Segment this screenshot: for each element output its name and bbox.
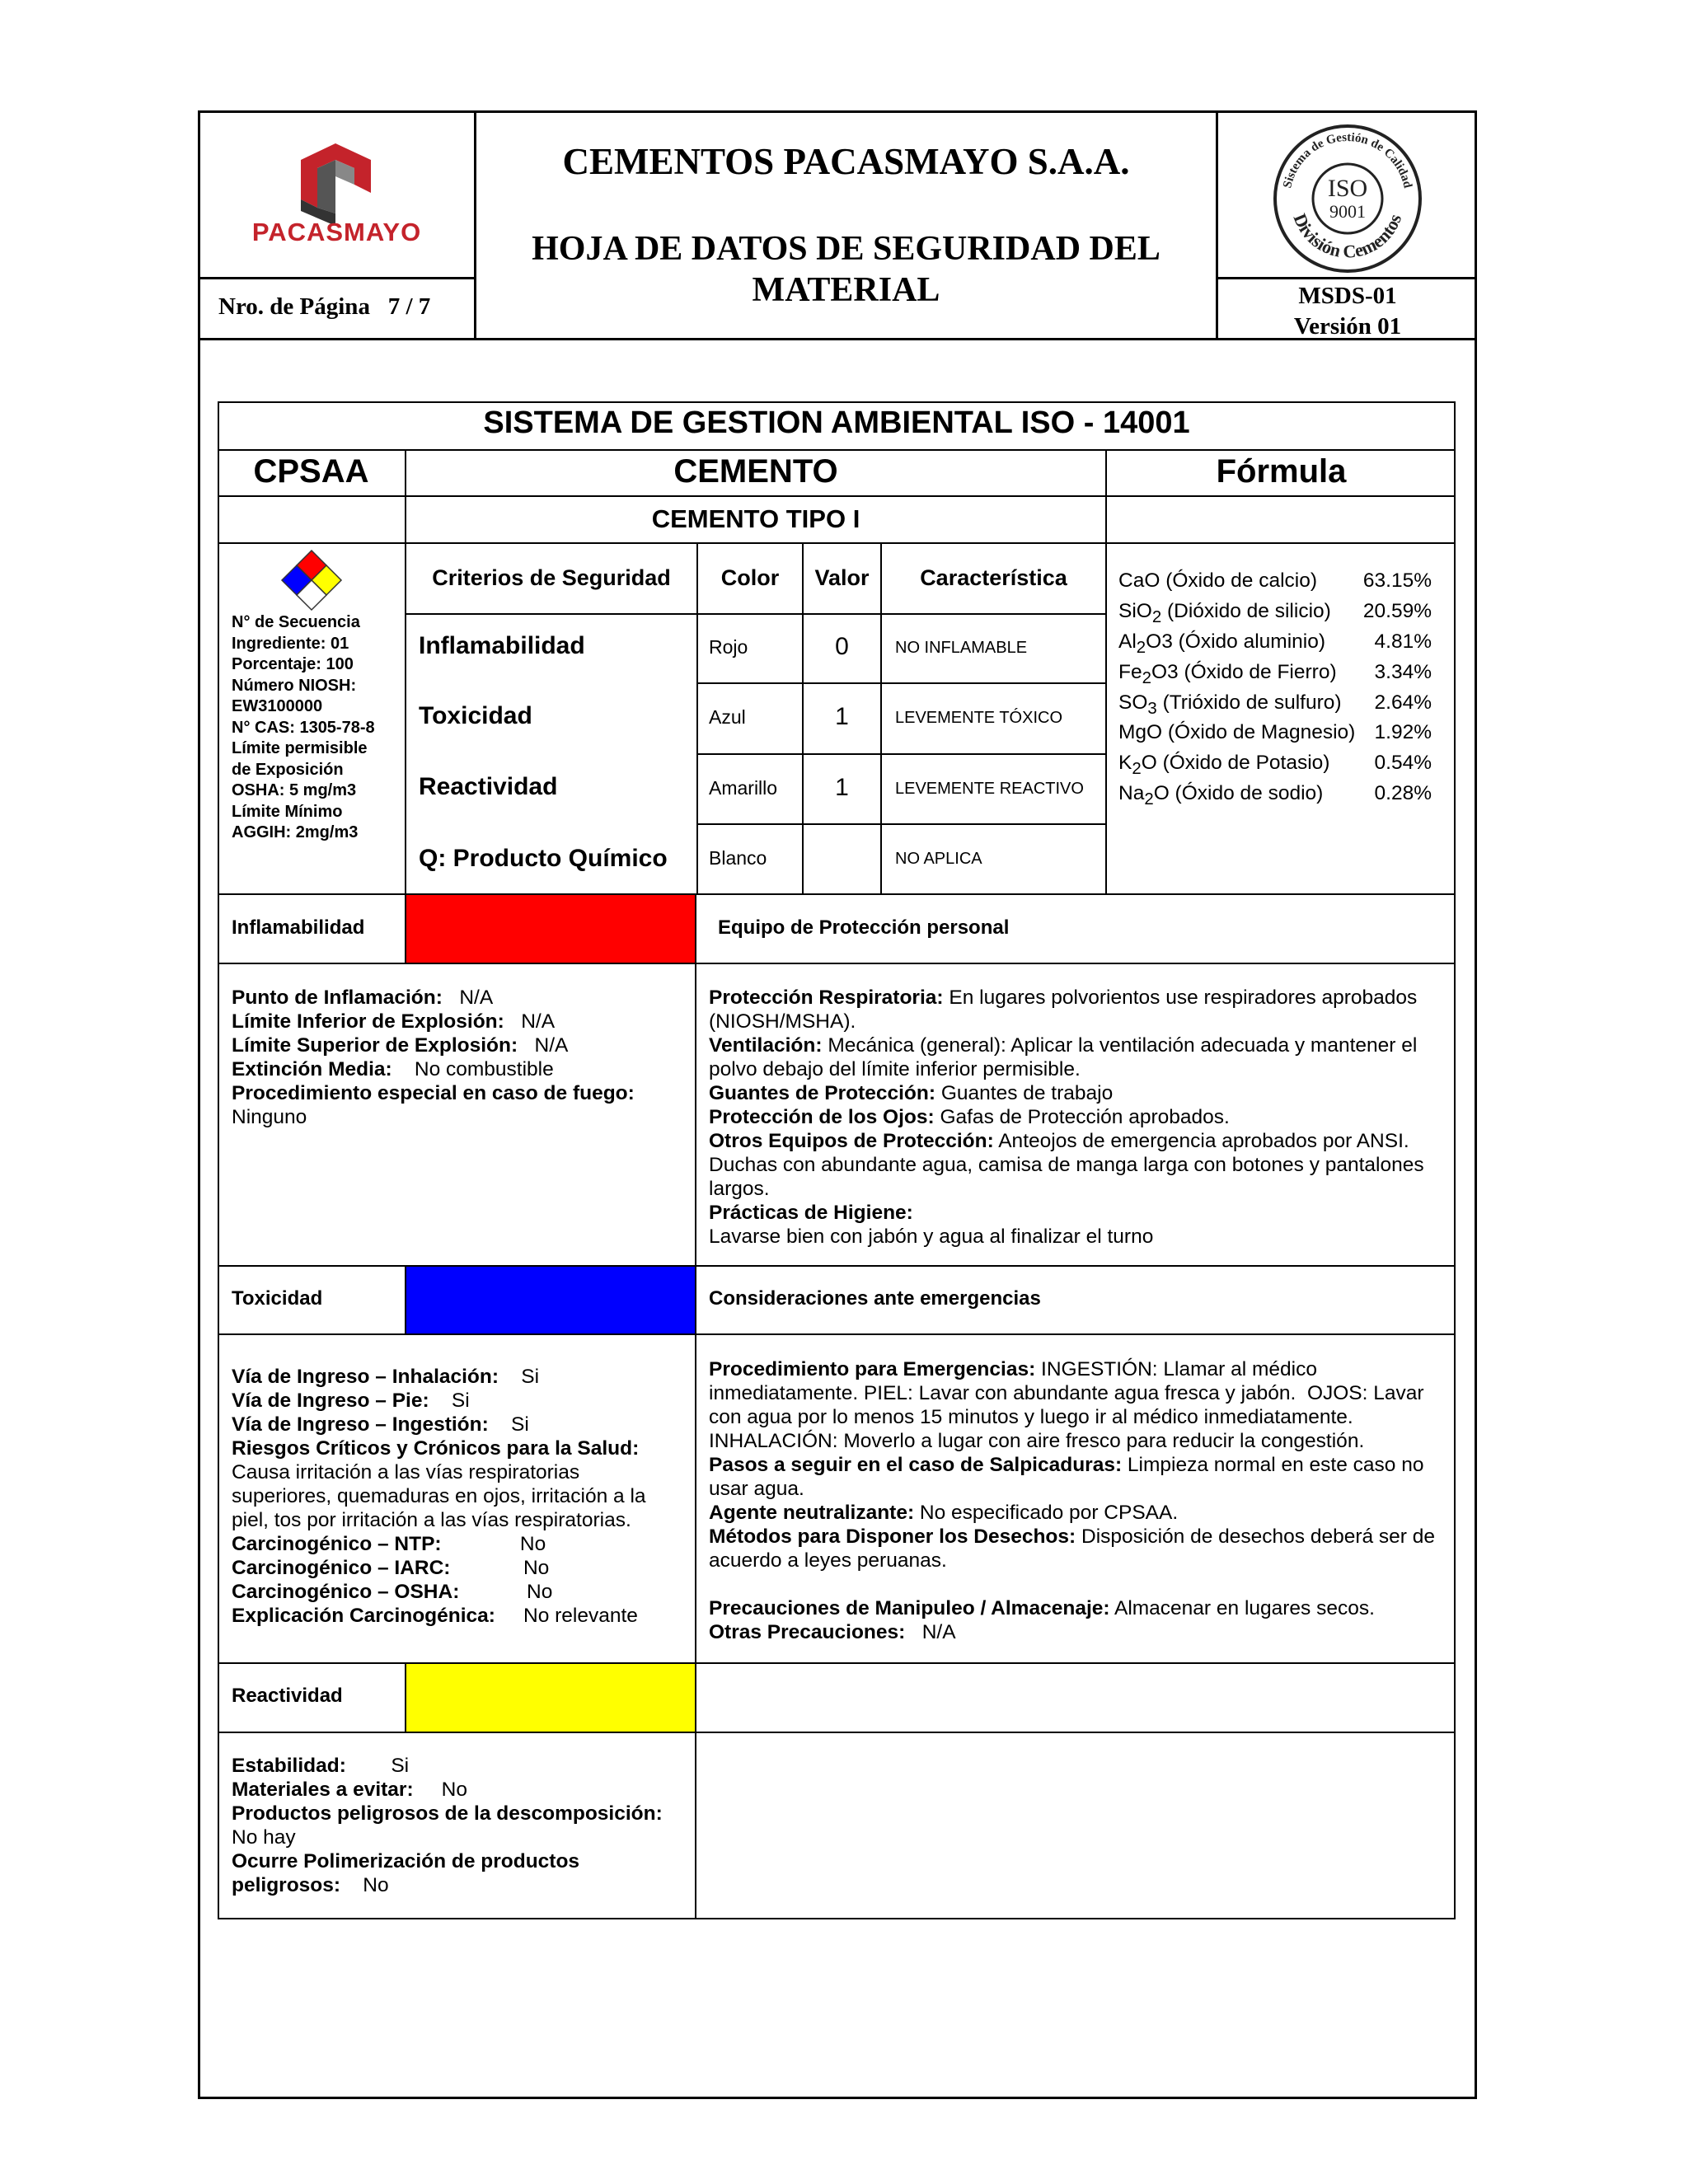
detail-line-text: Guantes de trabajo: [935, 1082, 1114, 1104]
detail-line: [232, 1460, 685, 1532]
table-line: [218, 1265, 1456, 1267]
criteria-toxicity: Toxicidad: [419, 702, 532, 729]
table-vline: [695, 893, 696, 1919]
detail-line: [709, 1225, 1447, 1249]
detail-line-text: No: [459, 1581, 553, 1603]
ingredient-line: EW3100000: [232, 697, 323, 715]
ingredient-info: [232, 612, 405, 844]
detail-line: [232, 1802, 685, 1825]
ingredient-line: N° de Secuencia: [232, 613, 360, 631]
color-red-text: Rojo: [709, 636, 748, 658]
column-formula: Fórmula: [1216, 453, 1347, 490]
hazard-diamond-icon: [279, 547, 345, 613]
table-line: [696, 682, 1107, 684]
pacasmayo-logo-icon: [198, 110, 476, 277]
formula-item: $SO_3$ (Trióxido de sulfuro) 2.64%: [1118, 691, 1432, 718]
detail-line-text: No hay: [232, 1826, 296, 1849]
table-line: [218, 1333, 1456, 1335]
formula-item: $K_2O$ (Óxido de Potasio) 0.54%: [1118, 752, 1432, 779]
ingredient-line: Porcentaje: 100: [232, 655, 354, 673]
detail-line: [232, 1532, 685, 1556]
logo-text: PACASMAYO: [251, 218, 422, 246]
seal-iso-text: ISO: [1327, 175, 1368, 202]
detail-line-label: Explicación Carcinogénica:: [232, 1605, 495, 1627]
detail-line-label: Agente neutralizante:: [709, 1502, 915, 1524]
table-vline: [696, 542, 698, 895]
column-cemento: CEMENTO: [673, 453, 838, 490]
system-title: SISTEMA DE GESTION AMBIENTAL ISO - 14001: [483, 405, 1190, 440]
detail-line-text: No combustible: [392, 1058, 554, 1080]
company-name: CEMENTOS PACASMAYO S.A.A.: [562, 141, 1130, 182]
ingredient-line: Límite permisible: [232, 739, 368, 757]
detail-line-text: Limpieza normal en este caso no usar agua.: [709, 1454, 1430, 1500]
formula-item: $Al_2O3$ (Óxido aluminio) 4.81%: [1118, 630, 1432, 657]
detail-line-text: N/A: [442, 987, 494, 1009]
detail-line: [709, 1620, 1447, 1644]
detail-line-label: Protección Respiratoria:: [709, 987, 944, 1009]
detail-line-text: Anteojos de emergencia aprobados por ANSI. Duchas con abundante agua, camisa de manga larga con botones y pantalones largos.: [709, 1130, 1430, 1200]
detail-line: [232, 986, 685, 1010]
detail-line: [232, 1057, 685, 1081]
characteristic-reactivity: LEVEMENTE REACTIVO: [895, 780, 1084, 798]
detail-line-text: INGESTIÓN: Llamar al médico inmediatamente. PIEL: Lavar con abundante agua fresca y jabón. OJOS: Lavar con agua por lo menos 15 minutos y luego ir al médico inmediatamente. INHALACIÓN: Moverlo a lugar con aire fresco para reducir la congestión.: [709, 1358, 1430, 1452]
detail-line-text: Causa irritación a las vías respiratorias superiores, quemaduras en ojos, irritación a la piel, tos por irritación a las vías respiratorias.: [232, 1461, 652, 1531]
doc-version: Versión 01: [1293, 313, 1402, 340]
detail-line: [709, 1357, 1447, 1453]
value-reactivity: 1: [835, 774, 849, 801]
detail-line-label: Protección de los Ojos:: [709, 1106, 935, 1128]
header-criteria: Criterios de Seguridad: [432, 565, 671, 590]
table-line: [218, 963, 1456, 964]
header-right-split: [1216, 277, 1477, 279]
detail-line-label: Extinción Media:: [232, 1058, 392, 1080]
detail-line: [709, 1525, 1447, 1572]
detail-line-label: Límite Superior de Explosión:: [232, 1034, 518, 1057]
flammability-label: Inflamabilidad: [232, 916, 365, 939]
detail-line: [232, 1825, 685, 1849]
emergency-details: [709, 1357, 1447, 1644]
document-code: [1218, 281, 1477, 342]
value-flammability: 0: [835, 633, 849, 660]
reactivity-label: Reactividad: [232, 1685, 343, 1707]
color-blue-text: Azul: [709, 706, 746, 728]
toxicity-label: Toxicidad: [232, 1287, 323, 1310]
detail-line-text: Si: [345, 1755, 410, 1777]
header-characteristic: Característica: [920, 565, 1067, 590]
formula-item: $Na_2O$ (Óxido de sodio) 0.28%: [1118, 782, 1432, 809]
header-color: Color: [720, 565, 780, 590]
detail-line-text: N/A: [905, 1621, 956, 1643]
detail-line-text: Mecánica (general): Aplicar la ventilación adecuada y mantener el polvo debajo del límite inferior permisible.: [709, 1034, 1423, 1080]
detail-line: [709, 986, 1447, 1033]
formula-item: SiO$_2$ (Dióxido de silicio) 20.59%: [1118, 599, 1432, 626]
value-toxicity: 1: [835, 703, 849, 730]
ppe-label: Equipo de Protección personal: [718, 916, 1010, 939]
nfpa-diamond: [279, 547, 345, 613]
ingredient-line: N° CAS: 1305-78-8: [232, 718, 375, 737]
detail-line-label: Carcinogénico – IARC:: [232, 1557, 451, 1579]
column-cpsaa: CPSAA: [253, 453, 369, 490]
detail-line-text: Ninguno: [232, 1106, 307, 1128]
detail-line: [232, 1413, 685, 1436]
detail-line-label: Ocurre Polimerización de productos peligrosos:: [232, 1850, 585, 1896]
detail-line: [232, 1436, 685, 1460]
detail-line: [232, 1604, 685, 1628]
detail-line-label: Prácticas de Higiene:: [709, 1202, 913, 1224]
detail-line-text: En lugares polvorientos use respiradores aprobados (NIOSH/MSHA).: [709, 987, 1423, 1033]
table-line: [696, 823, 1107, 825]
detail-line: [709, 1201, 1447, 1225]
iso-9001-seal: [1269, 120, 1426, 277]
criteria-flammability: Inflamabilidad: [419, 632, 585, 659]
header-left-split: [198, 277, 476, 279]
detail-line-label: Estabilidad:: [232, 1755, 346, 1777]
detail-line-label: Punto de Inflamación:: [232, 987, 443, 1009]
color-white-text: Blanco: [709, 847, 767, 869]
detail-line-text: No: [441, 1533, 546, 1555]
characteristic-chemical: NO APLICA: [895, 850, 982, 868]
detail-line: [232, 1754, 685, 1778]
table-vline: [880, 542, 882, 895]
detail-line-text: N/A: [518, 1034, 569, 1057]
detail-line-text: Disposición de desechos deberá ser de acuerdo a leyes peruanas.: [709, 1526, 1441, 1572]
detail-line-text: No: [450, 1557, 550, 1579]
detail-line-text: No: [413, 1779, 467, 1801]
table-line: [218, 893, 1456, 895]
flammability-details: [232, 986, 685, 1129]
detail-line: [232, 1033, 685, 1057]
detail-line: [709, 1453, 1447, 1501]
color-yellow-text: Amarillo: [709, 777, 778, 799]
detail-line-label: Procedimiento especial en caso de fuego:: [232, 1082, 635, 1104]
detail-line-text: Si: [488, 1413, 529, 1436]
detail-line: [232, 1081, 685, 1105]
detail-line-text: N/A: [504, 1010, 556, 1033]
detail-line-text: No relevante: [495, 1605, 638, 1627]
ingredient-line: OSHA: 5 mg/m3: [232, 781, 357, 799]
criteria-chemical: Q: Producto Químico: [419, 845, 668, 872]
document-title-line1: HOJA DE DATOS DE SEGURIDAD DEL: [532, 230, 1160, 268]
detail-line-text: Si: [429, 1390, 470, 1412]
ingredient-line: Límite Mínimo: [232, 802, 343, 821]
criteria-reactivity: Reactividad: [419, 773, 558, 800]
detail-line-label: Carcinogénico – OSHA:: [232, 1581, 460, 1603]
seal-bottom-text: División Cementos: [1289, 210, 1406, 262]
detail-line: [232, 1778, 685, 1802]
reactivity-details: [232, 1754, 685, 1897]
ingredient-line: de Exposición: [232, 760, 344, 779]
company-logo: [198, 110, 476, 277]
table-vline: [1105, 449, 1107, 895]
characteristic-toxicity: LEVEMENTE TÓXICO: [895, 709, 1063, 727]
detail-line: [232, 1580, 685, 1604]
formula-list: [1118, 569, 1432, 812]
page-value: 7 / 7: [387, 293, 431, 320]
detail-line: [709, 1572, 1447, 1596]
table-line: [218, 449, 1456, 451]
table-line: [696, 753, 1107, 755]
document-title-line2: MATERIAL: [752, 271, 940, 309]
table-line: [218, 542, 1456, 544]
detail-line-label: Vía de Ingreso – Pie:: [232, 1390, 429, 1412]
seal-ring-text: Sistema de Gestión de Calidad: [1281, 130, 1414, 190]
detail-line: [232, 1365, 685, 1389]
toxicity-details: [232, 1365, 685, 1628]
ppe-details: [709, 986, 1447, 1249]
table-line: [218, 1662, 1456, 1664]
emergency-label: Consideraciones ante emergencias: [709, 1287, 1041, 1310]
detail-line: [709, 1501, 1447, 1525]
seal-9001-text: 9001: [1329, 201, 1366, 222]
document-title: [476, 228, 1216, 311]
ingredient-line: AGGIH: 2mg/m3: [232, 823, 359, 841]
header-value: Valor: [814, 565, 870, 590]
toxicity-color-swatch: [406, 1267, 695, 1333]
characteristic-flammability: NO INFLAMABLE: [895, 639, 1028, 657]
detail-line-text: Si: [499, 1366, 540, 1388]
formula-item: $Fe_2O3$ (Óxido de Fierro) 3.34%: [1118, 660, 1432, 687]
cement-type: CEMENTO TIPO I: [651, 504, 860, 533]
detail-line-label: Métodos para Disponer los Desechos:: [709, 1526, 1076, 1548]
detail-line: [232, 1105, 685, 1129]
detail-line-label: Guantes de Protección:: [709, 1082, 936, 1104]
detail-line-label: Otros Equipos de Protección:: [709, 1130, 994, 1152]
doc-code: MSDS-01: [1298, 283, 1397, 309]
page-number: [218, 293, 430, 321]
iso-seal-icon: [1269, 120, 1426, 277]
detail-line-label: Límite Inferior de Explosión:: [232, 1010, 504, 1033]
table-line: [218, 495, 1456, 497]
detail-line-label: Productos peligrosos de la descomposición:: [232, 1802, 663, 1825]
detail-line: [232, 1556, 685, 1580]
table-line: [218, 1732, 1456, 1733]
reactivity-color-swatch: [406, 1664, 695, 1732]
detail-line-label: Precauciones de Manipuleo / Almacenaje:: [709, 1597, 1110, 1619]
detail-line: [709, 1105, 1447, 1129]
detail-line-label: Riesgos Críticos y Crónicos para la Salud:: [232, 1437, 640, 1460]
flammability-color-swatch: [406, 895, 695, 963]
detail-line-text: No especificado por CPSAA.: [914, 1502, 1179, 1524]
detail-line-text: Almacenar en lugares secos.: [1109, 1597, 1375, 1619]
formula-item: CaO (Óxido de calcio) 63.15%: [1118, 569, 1432, 592]
formula-item: MgO (Óxido de Magnesio) 1.92%: [1118, 721, 1432, 744]
detail-line: [232, 1010, 685, 1033]
ingredient-line: Número NIOSH:: [232, 676, 357, 695]
page-label: Nro. de Página: [218, 293, 370, 320]
detail-line-label: Materiales a evitar:: [232, 1779, 414, 1801]
detail-line: [709, 1596, 1447, 1620]
detail-line-label: Procedimiento para Emergencias:: [709, 1358, 1036, 1380]
detail-line-label: Carcinogénico – NTP:: [232, 1533, 442, 1555]
detail-line-text: Gafas de Protección aprobados.: [934, 1106, 1230, 1128]
detail-line-label: Ventilación:: [709, 1034, 823, 1057]
detail-line: [232, 1389, 685, 1413]
detail-line-text: [709, 1573, 715, 1596]
detail-line-label: Vía de Ingreso – Inhalación:: [232, 1366, 499, 1388]
detail-line-label: Pasos a seguir en el caso de Salpicaduras:: [709, 1454, 1123, 1476]
ingredient-line: Ingrediente: 01: [232, 634, 349, 653]
detail-line-text: Lavarse bien con jabón y agua al finalizar el turno: [709, 1226, 1154, 1248]
detail-line-label: Vía de Ingreso – Ingestión:: [232, 1413, 489, 1436]
detail-line-text: No: [340, 1874, 389, 1896]
detail-line: [709, 1081, 1447, 1105]
detail-line: [709, 1033, 1447, 1081]
detail-line: [709, 1129, 1447, 1201]
detail-line: [232, 1849, 685, 1897]
table-line: [405, 613, 1107, 615]
detail-line-label: Otras Precauciones:: [709, 1621, 906, 1643]
